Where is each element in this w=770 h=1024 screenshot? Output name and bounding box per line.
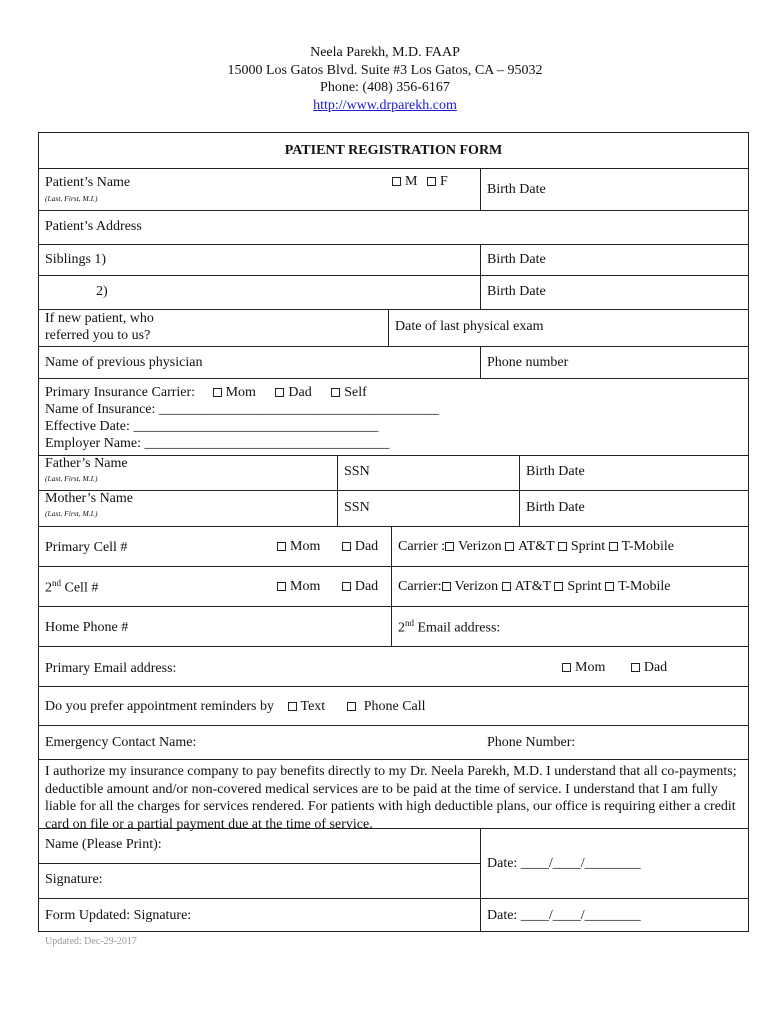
email-mom-label: Mom	[575, 660, 606, 675]
second-cell-mom-checkbox[interactable]	[277, 582, 286, 591]
primary-verizon-checkbox[interactable]	[445, 542, 454, 551]
previous-physician-row	[39, 347, 748, 379]
insurance-self-label: Self	[344, 385, 367, 400]
second-cell-mom-label: Mom	[290, 579, 321, 594]
father-row	[39, 455, 748, 491]
primary-att-checkbox[interactable]	[505, 542, 514, 551]
reminder-call-checkbox[interactable]	[347, 702, 356, 711]
authorization-text: I authorize my insurance company to pay benefits directly to my Dr. Neela Parekh, M.D. I understand that all co-payments; deductible amount and/or non-covered medical services are to be paid at the time of service. I understand that I am fully liable for all the charges for services rendered. For patients with high deductible plans, our office is requiring either a credit card on file or a partial payment due at the time of service.	[45, 764, 737, 832]
primary-cell-carrier	[398, 539, 674, 555]
sibling-1-row	[39, 245, 748, 276]
primary-sprint-checkbox[interactable]	[558, 542, 567, 551]
form-title: PATIENT REGISTRATION FORM	[284, 143, 503, 158]
reminders-label: Do you prefer appointment reminders by	[45, 699, 274, 714]
second-cell-carrier	[398, 579, 671, 595]
insurance-dad-label: Dad	[288, 385, 312, 400]
sibling-2-birth-date-label: Birth Date	[487, 284, 546, 299]
primary-tmobile-checkbox[interactable]	[609, 542, 618, 551]
father-name-label: Father’s Name	[45, 456, 128, 471]
second-att-checkbox[interactable]	[502, 582, 511, 591]
primary-cell-owner	[277, 539, 378, 555]
sibling-1-birth-date-label: Birth Date	[487, 252, 546, 267]
sex-male-label: M	[405, 174, 418, 189]
home-phone-row	[39, 607, 748, 647]
reminder-text-checkbox[interactable]	[288, 702, 297, 711]
primary-email-row	[39, 647, 748, 687]
sex-female-label: F	[439, 174, 448, 189]
second-att-label: AT&T	[514, 579, 551, 594]
effective-date-field[interactable]: Effective Date: ___________________________________	[45, 419, 379, 434]
previous-physician-phone-label: Phone number	[487, 355, 569, 370]
primary-tmobile-label: T-Mobile	[621, 539, 674, 554]
email-mom-checkbox[interactable]	[562, 663, 571, 672]
father-name-hint: (Last, First, M.I.)	[45, 474, 98, 483]
signature-date-field[interactable]: Date: ____/____/________	[487, 856, 641, 871]
form-updated-label: Form Updated: Signature:	[45, 908, 192, 923]
second-verizon-checkbox[interactable]	[442, 582, 451, 591]
father-ssn-label: SSN	[344, 464, 370, 479]
primary-cell-dad-checkbox[interactable]	[342, 542, 351, 551]
second-sprint-checkbox[interactable]	[554, 582, 563, 591]
email-dad-label: Dad	[643, 660, 668, 675]
previous-physician-label: Name of previous physician	[45, 355, 203, 370]
insurance-self-checkbox[interactable]	[331, 388, 340, 397]
second-sprint-label: Sprint	[567, 579, 602, 594]
patient-address-label: Patient’s Address	[45, 219, 142, 234]
primary-cell-mom-checkbox[interactable]	[277, 542, 286, 551]
second-verizon-label: Verizon	[454, 579, 499, 594]
primary-email-label: Primary Email address:	[45, 661, 177, 676]
mother-birth-date-label: Birth Date	[526, 500, 585, 515]
second-cell-owner	[277, 579, 378, 595]
clinic-website-link[interactable]: http://www.drparekh.com	[313, 97, 457, 113]
signature-label: Signature:	[45, 872, 103, 887]
primary-email-owner	[562, 660, 667, 676]
second-cell-dad-checkbox[interactable]	[342, 582, 351, 591]
emergency-phone-label: Phone Number:	[487, 735, 576, 750]
primary-verizon-label: Verizon	[458, 539, 502, 554]
patient-address-row	[39, 211, 748, 245]
form-updated-date-field[interactable]: Date: ____/____/________	[487, 908, 641, 923]
sex-male-checkbox[interactable]	[392, 177, 401, 186]
reminders-line	[45, 699, 426, 715]
referral-label-line2: referred you to us?	[45, 328, 151, 343]
letterhead	[0, 44, 770, 114]
primary-cell-dad-label: Dad	[354, 539, 379, 554]
second-cell-dad-label: Dad	[354, 579, 379, 594]
reminders-row	[39, 687, 748, 726]
emergency-row	[39, 726, 748, 760]
mother-name-label: Mother’s Name	[45, 491, 133, 506]
insurance-carrier-line	[45, 385, 367, 401]
second-email-label: 2nd Email address:	[398, 618, 501, 636]
employer-name-field[interactable]: Employer Name: ___________________________________	[45, 436, 390, 451]
sibling-1-label: Siblings 1)	[45, 252, 107, 267]
last-physical-label: Date of last physical exam	[395, 319, 544, 334]
email-dad-checkbox[interactable]	[631, 663, 640, 672]
home-phone-label: Home Phone #	[45, 620, 129, 635]
insurance-carrier-label: Primary Insurance Carrier:	[45, 385, 196, 400]
patient-birth-date-label: Birth Date	[487, 182, 546, 197]
insurance-mom-checkbox[interactable]	[213, 388, 222, 397]
insurance-mom-label: Mom	[225, 385, 256, 400]
mother-row	[39, 491, 748, 527]
primary-att-label: AT&T	[518, 539, 555, 554]
form-updated-row	[39, 899, 748, 931]
clinic-address: 15000 Los Gatos Blvd. Suite #3 Los Gatos, CA – 95032	[227, 62, 543, 78]
name-print-label: Name (Please Print):	[45, 837, 162, 852]
insurance-block	[39, 379, 748, 455]
mother-ssn-label: SSN	[344, 500, 370, 515]
insurance-name-field[interactable]: Name of Insurance: ________________________________________	[45, 402, 439, 417]
sibling-2-label: 2)	[96, 284, 108, 299]
reminder-call-label: Phone Call	[363, 699, 426, 714]
sex-female-checkbox[interactable]	[427, 177, 436, 186]
doctor-name: Neela Parekh, M.D. FAAP	[310, 45, 460, 60]
patient-name-row	[39, 169, 748, 211]
primary-sprint-label: Sprint	[570, 539, 606, 554]
primary-cell-label: Primary Cell #	[45, 540, 128, 555]
name-signature-block	[39, 829, 748, 899]
referral-row	[39, 310, 748, 347]
sibling-2-row	[39, 276, 748, 310]
updated-footer: Updated: Dec-29-2017	[45, 936, 137, 947]
primary-cell-row	[39, 527, 748, 567]
registration-form	[38, 132, 749, 932]
form-title-row	[39, 133, 748, 169]
second-cell-row	[39, 567, 748, 607]
second-tmobile-label: T-Mobile	[618, 579, 671, 594]
reminder-text-label: Text	[300, 699, 326, 714]
patient-name-label: Patient’s Name	[45, 175, 131, 190]
referral-label-line1: If new patient, who	[45, 311, 154, 326]
primary-cell-mom-label: Mom	[290, 539, 321, 554]
second-tmobile-checkbox[interactable]	[605, 582, 614, 591]
authorization-row	[39, 760, 748, 832]
primary-carrier-label: Carrier :	[398, 539, 446, 554]
mother-name-hint: (Last, First, M.I.)	[45, 509, 98, 518]
father-birth-date-label: Birth Date	[526, 464, 585, 479]
patient-name-hint: (Last, First, M.I.)	[45, 194, 98, 203]
second-cell-label: 2nd Cell #	[45, 578, 99, 596]
clinic-phone: Phone: (408) 356-6167	[320, 80, 450, 95]
insurance-dad-checkbox[interactable]	[275, 388, 284, 397]
second-carrier-label: Carrier:	[398, 579, 442, 594]
emergency-contact-label: Emergency Contact Name:	[45, 735, 197, 750]
sex-options	[392, 174, 448, 190]
